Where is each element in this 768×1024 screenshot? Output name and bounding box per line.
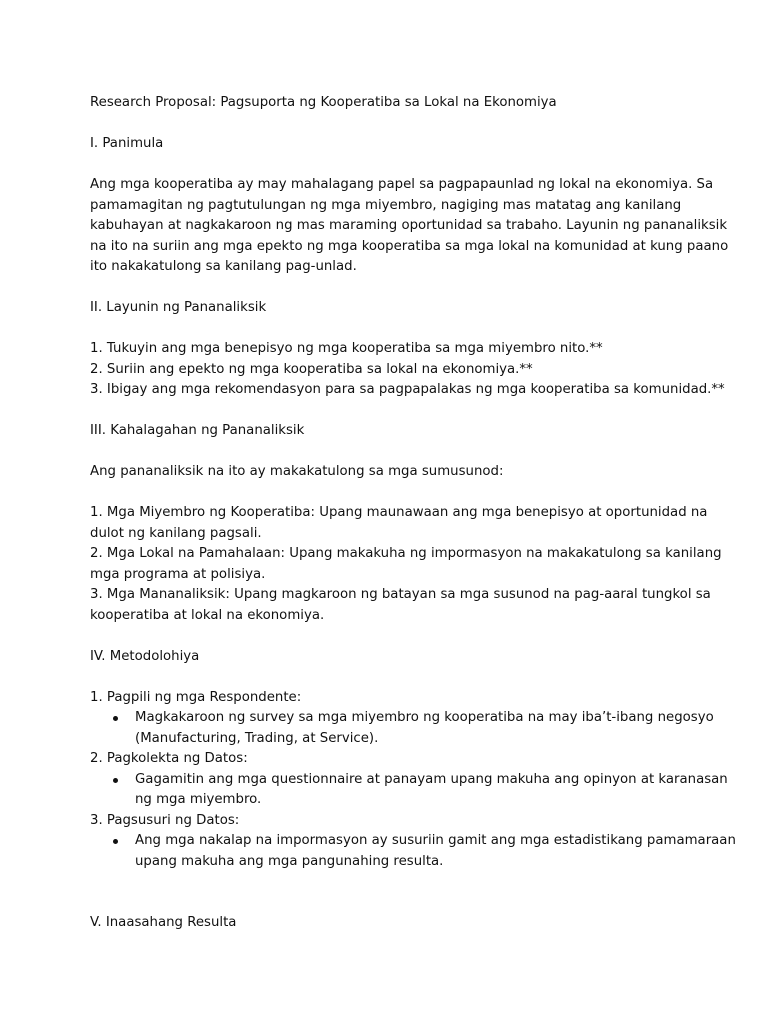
spacer [90,872,690,893]
bullet-line: Gagamitin ang mga questionnaire at panayam upang makuha ang opinyon at karanasan [135,771,728,787]
section-heading-layunin: II. Layunin ng Pananaliksik [90,300,267,315]
paragraph-line: pamamagitan ng pagtutulungan ng mga miyembro, nagiging mas matatag ang kanilang [90,197,682,213]
list-line: kooperatiba at lokal na ekonomiya. [90,607,325,623]
spacer [90,667,690,688]
spacer [90,278,690,299]
spacer [90,893,690,914]
paragraph-line: Ang mga kooperatiba ay may mahalagang papel sa pagpapaunlad ng lokal na ekonomiya. Sa [90,177,714,192]
step-label: 3. Pagsusuri ng Datos: [90,812,240,828]
bullet-item [90,770,728,811]
section-heading-panimula: I. Panimula [90,136,164,151]
section-heading-inaasahang-resulta: V. Inaasahang Resulta [90,915,237,930]
list-line: 3. Mga Mananaliksik: Upang magkaroon ng batayan sa mga susunod na pag-aaral tungkol sa [90,587,711,602]
document-page [90,93,736,934]
bullet-line: upang makuha ang mga pangunahing resulta. [135,853,444,869]
spacer [90,401,690,422]
bullet-line: Magkakaroon ng survey sa mga miyembro ng kooperatiba na may iba’t-ibang negosyo [135,710,714,725]
list-item: 2. Suriin ang epekto ng mga kooperatiba sa lokal na ekonomiya.** [90,361,533,377]
spacer [90,626,690,647]
list-line: dulot ng kanilang pagsali. [90,525,262,541]
metodolohiya-steps [90,688,736,873]
document-title: Research Proposal: Pagsuporta ng Kooperatiba sa Lokal na Ekonomiya [90,95,557,110]
paragraph-line: kabuhayan at nagkakaroon ng mas maraming oportunidad sa trabaho. Layunin ng pananaliksik [90,218,728,233]
step-label: 2. Pagkolekta ng Datos: [90,751,248,766]
step-label: 1. Pagpili ng mga Respondente: [90,689,302,705]
list-item: 3. Ibigay ang mga rekomendasyon para sa pagpapalakas ng mga kooperatiba sa komunidad.** [90,382,725,397]
spacer [90,114,690,135]
list-line: mga programa at polisiya. [90,566,266,582]
spacer [90,155,690,176]
list-line: 1. Mga Miyembro ng Kooperatiba: Upang maunawaan ang mga benepisyo at oportunidad na [90,505,708,520]
section-heading-metodolohiya: IV. Metodolohiya [90,648,200,664]
list-item: 1. Tukuyin ang mga benepisyo ng mga kooperatiba sa mga miyembro nito.** [90,341,603,356]
kahalagahan-list [90,503,722,626]
bullet-icon [113,778,118,783]
spacer [90,442,690,463]
bullet-line: ng mga miyembro. [135,792,262,807]
bullet-item [90,831,736,872]
paragraph-line: ito nakakatulong sa kanilang pag-unlad. [90,259,357,274]
section-heading-kahalagahan: III. Kahalagahan ng Pananaliksik [90,423,305,438]
bullet-line: Ang mga nakalap na impormasyon ay susuriin gamit ang mga estadistikang pamamaraan [135,833,736,848]
list-line: 2. Mga Lokal na Pamahalaan: Upang makakuha ng impormasyon na makakatulong sa kanilang [90,546,722,561]
spacer [90,319,690,340]
bullet-icon [113,839,118,844]
paragraph-line: na ito na suriin ang mga epekto ng mga kooperatiba sa mga lokal na komunidad at kung paano [90,238,729,254]
layunin-list [90,339,725,401]
spacer [90,483,690,504]
panimula-paragraph [90,175,729,278]
bullet-line: (Manufacturing, Trading, at Service). [135,730,379,746]
bullet-icon [113,716,118,721]
bullet-item [90,708,714,749]
kahalagahan-intro: Ang pananaliksik na ito ay makakatulong sa mga sumusunod: [90,464,504,479]
